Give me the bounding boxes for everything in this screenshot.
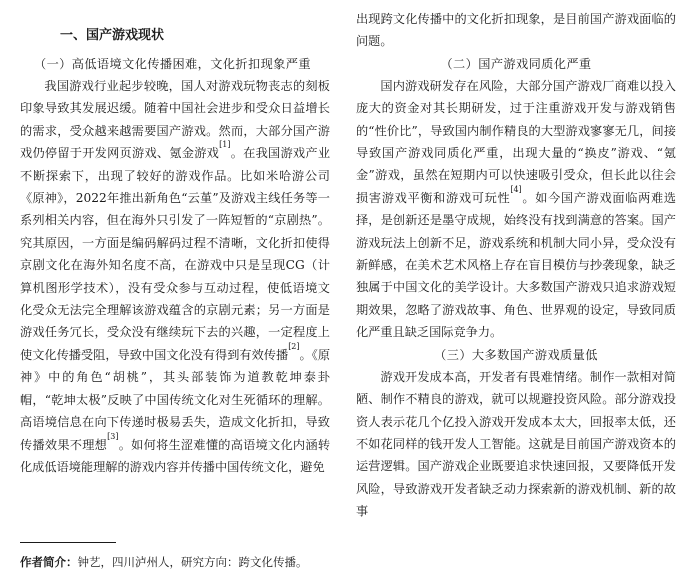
left-column [20, 0, 330, 478]
subsection-heading-1: （一）高低语境文化传播困难，文化折扣现象严重 [34, 57, 311, 71]
body-paragraph-3: 游戏开发成本高，开发者有畏难情绪。制作一款相对简陋、制作不精良的游戏，就可以规避投资风险。部分游戏投资人表示花几个亿投入游戏开发成本太大，回报率太低，还不如花同样的钱开发人工智能。这就是目前国产游戏资本的运营逻辑。国产游戏企业既要追求快速回报，又要降低开发风险，导致游戏开发者缺乏动力探索新的游戏机制、新的故事 [356, 369, 676, 519]
citation-4[interactable]: [4] [510, 184, 522, 194]
citation-1[interactable]: [1] [219, 140, 231, 150]
paragraph-text: 。如何将生涩难懂的高语境文化内涵转化成低语境能理解的游戏内容并传播中国传统文化，避免 [20, 437, 331, 474]
right-column [356, 0, 676, 523]
body-paragraph-2 [356, 75, 676, 344]
body-paragraph-1 [20, 75, 330, 478]
paragraph-text: 。如今国产游戏面临两难选择，是创新还是墨守成规，始终没有找到满意的答案。国产游戏玩法上创新不足，游戏系统和机制大同小异，受众没有新鲜感，在美术艺术风格上存在盲目模仿与抄袭现象，缺乏独属于中国文化的美学设计。大多数国产游戏只追求游戏短期效果，忽略了游戏故事、角色、世界观的设定，导致同质化严重且缺乏国际竞争力。 [356, 190, 676, 340]
citation-2[interactable]: [2] [288, 341, 300, 351]
subsection-heading-2: （二）国产游戏同质化严重 [440, 56, 592, 71]
footnote-divider [20, 542, 116, 543]
continued-paragraph: 出现跨文化传播中的文化折扣现象，是目前国产游戏面临的问题。 [356, 12, 676, 49]
citation-3[interactable]: [3] [107, 431, 119, 441]
footnote-text: 钟艺，四川泸州人，研究方向：跨文化传播。 [77, 555, 308, 569]
paragraph-text: 国内游戏研发存在风险，大部分国产游戏厂商难以投入庞大的资金对其长期研发，过于注重游戏开发与游戏销售的“性价比”，导致国内制作精良的大型游戏寥寥无几，间接导致国产游戏同质化严重，出现大量的“换皮”游戏、“氪金”游戏，虽然在短期内可以快速吸引受众，但长此以往会损害游戏平衡和游戏可玩性 [356, 78, 676, 205]
section-heading: 一、国产游戏现状 [60, 28, 165, 43]
paragraph-text: 我国游戏行业起步较晚，国人对游戏玩物丧志的刻板印象导致其发展迟缓。随着中国社会进步和受众日益增长的需求，受众越来越需要国产游戏。然而，大部分国产游戏仍停留于开发网页游戏、氪金游戏 [20, 79, 330, 161]
paragraph-text: 。《原神》中的角色“胡桃”，其头部装饰为道教乾坤泰卦帽，“乾坤太极”反映了中国传统文化对生死循环的理解。高语境信息在向下传递时极易丢失，造成文化折扣，导致传播效果不理想 [20, 347, 331, 452]
footnote-label: 作者简介： [20, 555, 78, 569]
paragraph-text: 。在我国游戏产业不断探索下，出现了较好的游戏作品。比如米哈游公司《原神》，2022年推出新角色“云堇”及游戏主线任务等一系列相关内容，但在海外只引发了一阵短暂的“京剧热”。究其原因，一方面是编码解码过程不清晰，文化折扣使得京剧文化在海外知名度不高，在游戏中只是呈现CG（计算机图形学技术），没有受众参与互动过程，使低语境文化受众无法完全理解该游戏蕴含的京剧元素；另一方面是游戏任务冗长，受众没有继续玩下去的兴趣，一定程度上使文化传播受阻，导致中国文化没有得到有效传播 [20, 146, 331, 362]
subsection-heading-3: （三）大多数国产游戏质量低 [434, 347, 598, 362]
author-footnote [20, 554, 340, 570]
